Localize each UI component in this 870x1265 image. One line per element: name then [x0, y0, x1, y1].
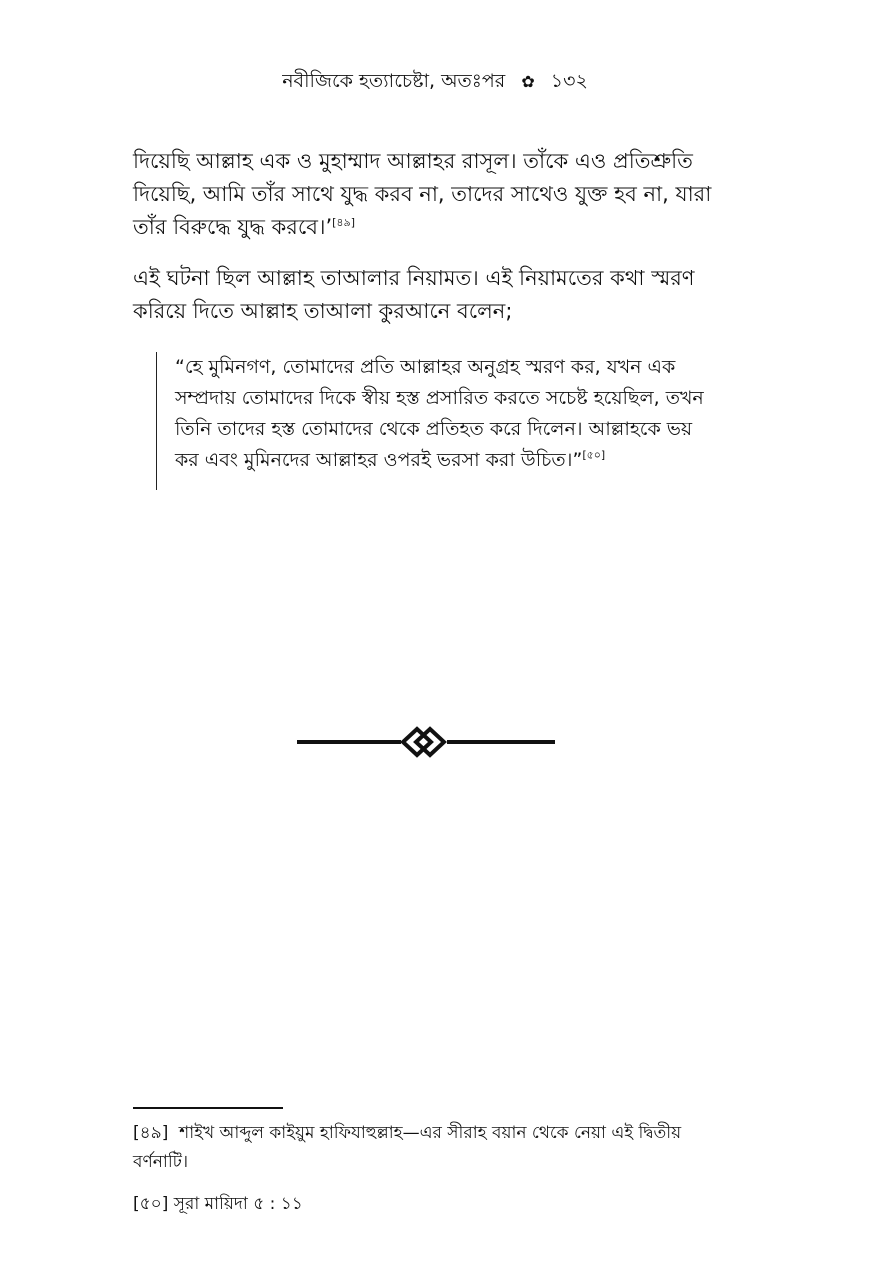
- footnote-text: সূরা মায়িদা ৫ : ১১: [173, 1194, 303, 1214]
- paragraph-text: দিয়েছি আল্লাহ এক ও মুহাম্মাদ আল্লাহর রাসূল। তাঁকে এও প্রতিশ্রুতি দিয়েছি, আমি তাঁর সাথে যুদ্ধ করব না, তাদের সাথেও যুক্ত হব না, যারা তাঁর বিরুদ্ধে যুদ্ধ করবে।’: [133, 149, 712, 239]
- footnote-reference[interactable]: [৫০]: [582, 448, 606, 462]
- footnote-separator: [133, 1107, 283, 1109]
- page-number: ১৩২: [550, 70, 588, 92]
- footnote-text: শাইখ আব্দুল কাইয়ুম হাফিযাহুল্লাহ—এর সীরাহ বয়ান থেকে নেয়া এই দ্বিতীয় বর্ণনাটি।: [133, 1123, 682, 1172]
- quran-blockquote: [156, 352, 716, 490]
- running-header: [0, 68, 870, 95]
- flower-ornament-icon: ✿: [521, 72, 535, 91]
- chapter-title: নবীজিকে হত্যাচেষ্টা, অতঃপর: [282, 70, 506, 92]
- footnote-50: [133, 1190, 737, 1219]
- footnote-marker: [৪৯]: [133, 1123, 169, 1143]
- quote-text: “হে মুমিনগণ, তোমাদের প্রতি আল্লাহর অনুগ্রহ স্মরণ কর, যখন এক সম্প্রদায় তোমাদের দিকে স্বীয় হস্ত প্রসারিত করতে সচেষ্ট হয়েছিল, তখন তিনি তাদের হস্ত তোমাদের থেকে প্রতিহত করে দিলেন। আল্লাহকে ভয় কর এবং মুমিনদের আল্লাহর ওপরই ভরসা করা উচিত।”: [175, 356, 704, 471]
- footnote-reference[interactable]: [৪৯]: [332, 216, 355, 229]
- body-paragraph-2: [133, 262, 737, 328]
- footnote-49: [133, 1119, 737, 1177]
- footnote-marker: [৫০]: [133, 1194, 169, 1214]
- body-paragraph-1: [133, 145, 737, 244]
- interlocked-diamond-divider-icon: [297, 725, 555, 759]
- paragraph-text: এই ঘটনা ছিল আল্লাহ তাআলার নিয়ামত। এই নিয়ামতের কথা স্মরণ করিয়ে দিতে আল্লাহ তাআলা কুরআনে বলেন;: [133, 266, 695, 323]
